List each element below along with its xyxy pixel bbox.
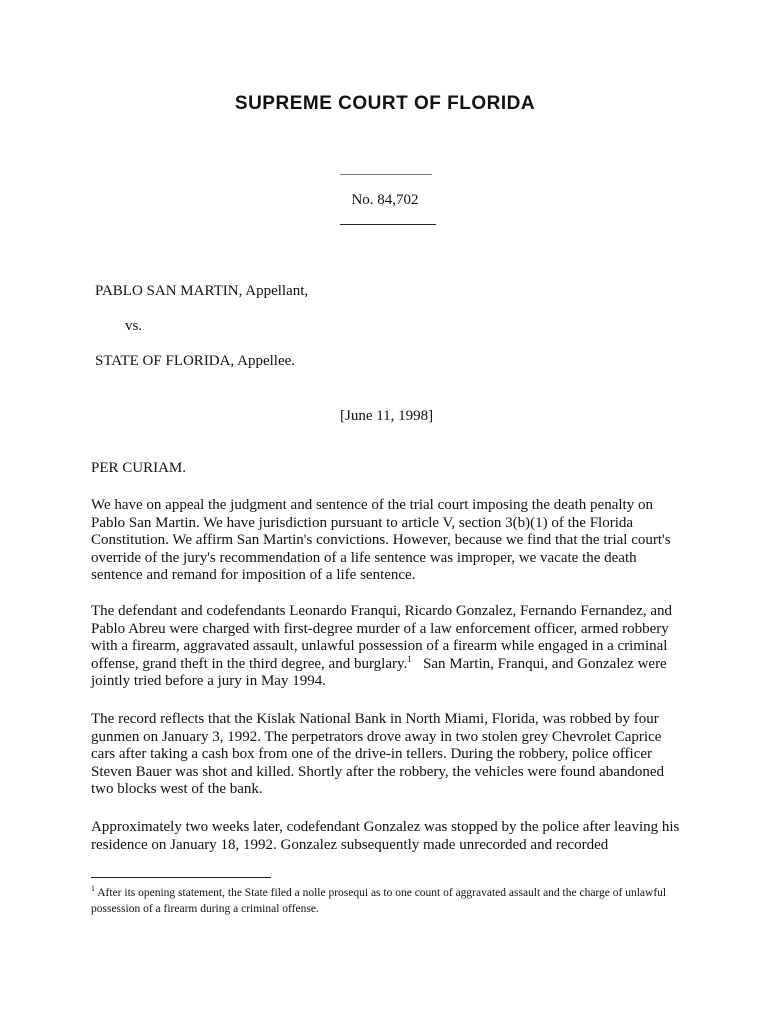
appellant-line [95, 283, 308, 300]
opinion-paragraph-4: Approximately two weeks later, codefendant Gonzalez was stopped by the police after leaving his residence on January 18, 1992. Gonzalez subsequently made unrecorded and recorded [91, 819, 680, 853]
appellant-role: , Appellant, [238, 283, 309, 299]
footnote-reference[interactable]: 1 [407, 653, 412, 664]
footnote-1 [91, 885, 691, 917]
case-number: No. 84,702 [351, 192, 419, 208]
appellee-line: STATE OF FLORIDA, Appellee. [95, 353, 296, 369]
footnote-number: 1 [91, 884, 95, 893]
paragraph-2-text-before-note: The defendant and codefendants Leonardo Franqui, Ricardo Gonzalez, Fernando Fernandez, and Pablo Abreu were charged with first-degree murder of a law enforcement officer, armed robbery with a firearm, aggravated assault, unlawful possession of a firearm while engaged in a criminal offense, grand theft in the third degree, and burglary. [91, 603, 673, 672]
footnote-text: After its opening statement, the State filed a nolle prosequi as to one count of aggravated assault and the charge of unlawful possession of a firearm during a criminal offense. [91, 887, 667, 915]
paragraph-2-text-after-note: San Martin, Franqui, and Gonzalez were jointly tried before a jury in May 1994. [91, 655, 667, 689]
court-title: SUPREME COURT OF FLORIDA [234, 93, 536, 114]
appellant-name: PABLO SAN MARTIN [95, 283, 239, 299]
opinion-paragraph-2 [91, 603, 681, 691]
opinion-paragraph-3: The record reflects that the Kislak National Bank in North Miami, Florida, was robbed by four gunmen on January 3, 1992. The perpetrators drove away in two stolen grey Chevrolet Caprice cars after taking a cash box from one of the drive-in tellers. During the robbery, police officer Steven Bauer was shot and killed. Shortly after the robbery, the vehicles were found abandoned two blocks west of the bank. [91, 711, 665, 797]
case-number-top-rule [340, 174, 432, 175]
per-curiam-heading: PER CURIAM. [91, 460, 187, 476]
case-number-bottom-rule [340, 224, 436, 225]
opinion-paragraph-1: We have on appeal the judgment and sentence of the trial court imposing the death penalty on Pablo San Martin. We have jurisdiction pursuant to article V, section 3(b)(1) of the Florida Constitution. We affirm San Martin's convictions. However, because we find that the trial court's override of the jury's recommendation of a life sentence was improper, we vacate the death sentence and remand for imposition of a life sentence. [91, 497, 671, 583]
footnote-separator [91, 877, 271, 878]
versus-label: vs. [125, 318, 143, 334]
decision-date: [June 11, 1998] [340, 408, 434, 424]
